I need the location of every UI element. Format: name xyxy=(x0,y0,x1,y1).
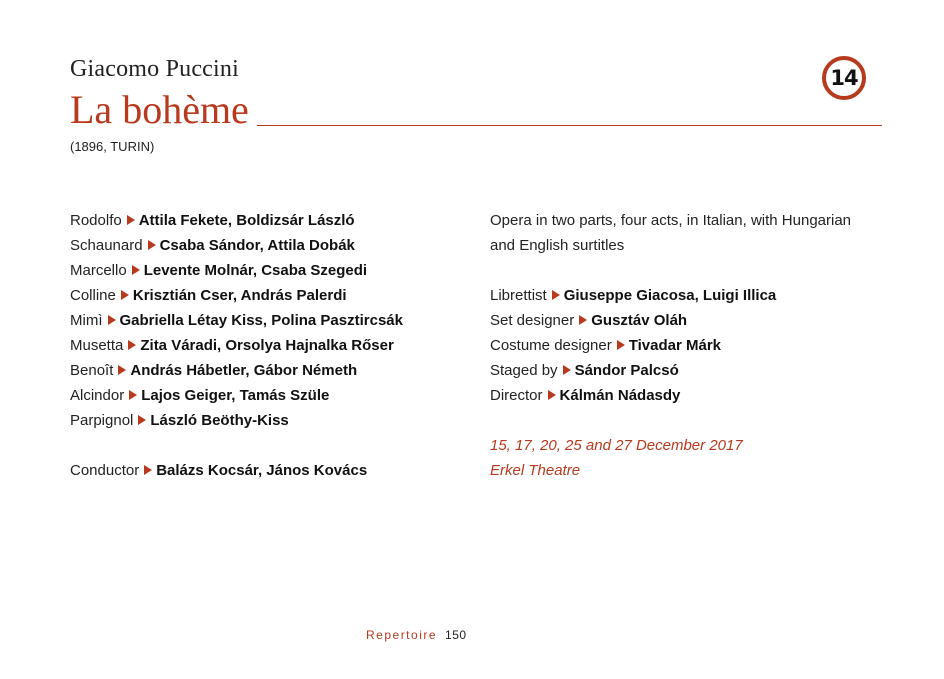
cast-line xyxy=(70,208,460,233)
cast-role: Musetta xyxy=(70,337,124,354)
creative-names: Tivadar Márk xyxy=(628,337,722,354)
spacer xyxy=(490,408,880,433)
conductor-role: Conductor xyxy=(70,462,140,479)
performance-dates: 15, 17, 20, 25 and 27 December 2017 xyxy=(490,437,743,454)
cast-role: Marcello xyxy=(70,262,127,279)
cast-line xyxy=(70,408,460,433)
age-rating-badge xyxy=(822,56,866,100)
cast-names: Attila Fekete, Boldizsár László xyxy=(138,212,355,229)
creative-line xyxy=(490,308,880,333)
cast-names: László Beöthy-Kiss xyxy=(150,412,289,429)
triangle-right-icon xyxy=(132,265,140,275)
creative-role: Librettist xyxy=(490,287,547,304)
spacer xyxy=(490,258,880,283)
cast-role: Colline xyxy=(70,287,116,304)
triangle-right-icon xyxy=(579,315,587,325)
cast-role: Schaunard xyxy=(70,237,143,254)
triangle-right-icon xyxy=(121,290,129,300)
cast-line xyxy=(70,333,460,358)
triangle-right-icon xyxy=(138,415,146,425)
page-footer xyxy=(366,628,467,642)
creative-role: Director xyxy=(490,387,543,404)
triangle-right-icon xyxy=(563,365,571,375)
composer-name: Giacomo Puccini xyxy=(70,56,239,82)
creative-role: Staged by xyxy=(490,362,558,379)
cast-line xyxy=(70,358,460,383)
triangle-right-icon xyxy=(617,340,625,350)
triangle-right-icon xyxy=(128,340,136,350)
triangle-right-icon xyxy=(108,315,116,325)
triangle-right-icon xyxy=(127,215,135,225)
creative-line xyxy=(490,333,880,358)
triangle-right-icon xyxy=(552,290,560,300)
cast-column xyxy=(70,208,460,483)
cast-names: Lajos Geiger, Tamás Szüle xyxy=(141,387,330,404)
cast-names: Csaba Sándor, Attila Dobák xyxy=(159,237,355,254)
spacer xyxy=(70,433,460,458)
cast-names: András Hábetler, Gábor Németh xyxy=(130,362,358,379)
cast-line xyxy=(70,258,460,283)
conductor-line xyxy=(70,458,460,483)
page-number: 150 xyxy=(445,628,467,642)
performance-venue: Erkel Theatre xyxy=(490,462,581,479)
creative-line xyxy=(490,383,880,408)
cast-line xyxy=(70,383,460,408)
creative-names: Sándor Palcsó xyxy=(574,362,679,379)
info-column xyxy=(490,208,880,483)
triangle-right-icon xyxy=(129,390,137,400)
creative-line xyxy=(490,283,880,308)
conductor-names: Balázs Kocsár, János Kovács xyxy=(156,462,368,479)
cast-line xyxy=(70,283,460,308)
description-line: Opera in two parts, four acts, in Italian, with Hungarian xyxy=(490,212,852,229)
opera-title: La bohème xyxy=(70,87,249,132)
triangle-right-icon xyxy=(548,390,556,400)
creative-role: Set designer xyxy=(490,312,575,329)
cast-names: Levente Molnár, Csaba Szegedi xyxy=(143,262,368,279)
creative-line xyxy=(490,358,880,383)
cast-line xyxy=(70,308,460,333)
cast-role: Rodolfo xyxy=(70,212,122,229)
cast-role: Parpignol xyxy=(70,412,134,429)
footer-section: Repertoire xyxy=(366,628,438,642)
description-line: and English surtitles xyxy=(490,237,625,254)
cast-role: Alcindor xyxy=(70,387,125,404)
cast-role: Mimì xyxy=(70,312,103,329)
triangle-right-icon xyxy=(118,365,126,375)
title-rule xyxy=(257,125,882,126)
cast-names: Zita Váradi, Orsolya Hajnalka Rőser xyxy=(140,337,394,354)
creative-names: Gusztáv Oláh xyxy=(591,312,688,329)
cast-names: Krisztián Cser, András Palerdi xyxy=(132,287,347,304)
triangle-right-icon xyxy=(148,240,156,250)
cast-line xyxy=(70,233,460,258)
creative-role: Costume designer xyxy=(490,337,612,354)
cast-role: Benoît xyxy=(70,362,114,379)
cast-names: Gabriella Létay Kiss, Polina Pasztircsák xyxy=(119,312,403,329)
creative-names: Kálmán Nádasdy xyxy=(559,387,681,404)
premiere-info: (1896, TURIN) xyxy=(70,139,155,154)
creative-names: Giuseppe Giacosa, Luigi Illica xyxy=(563,287,777,304)
age-rating-value: 14 xyxy=(830,66,858,90)
title-row xyxy=(70,87,882,132)
triangle-right-icon xyxy=(144,465,152,475)
